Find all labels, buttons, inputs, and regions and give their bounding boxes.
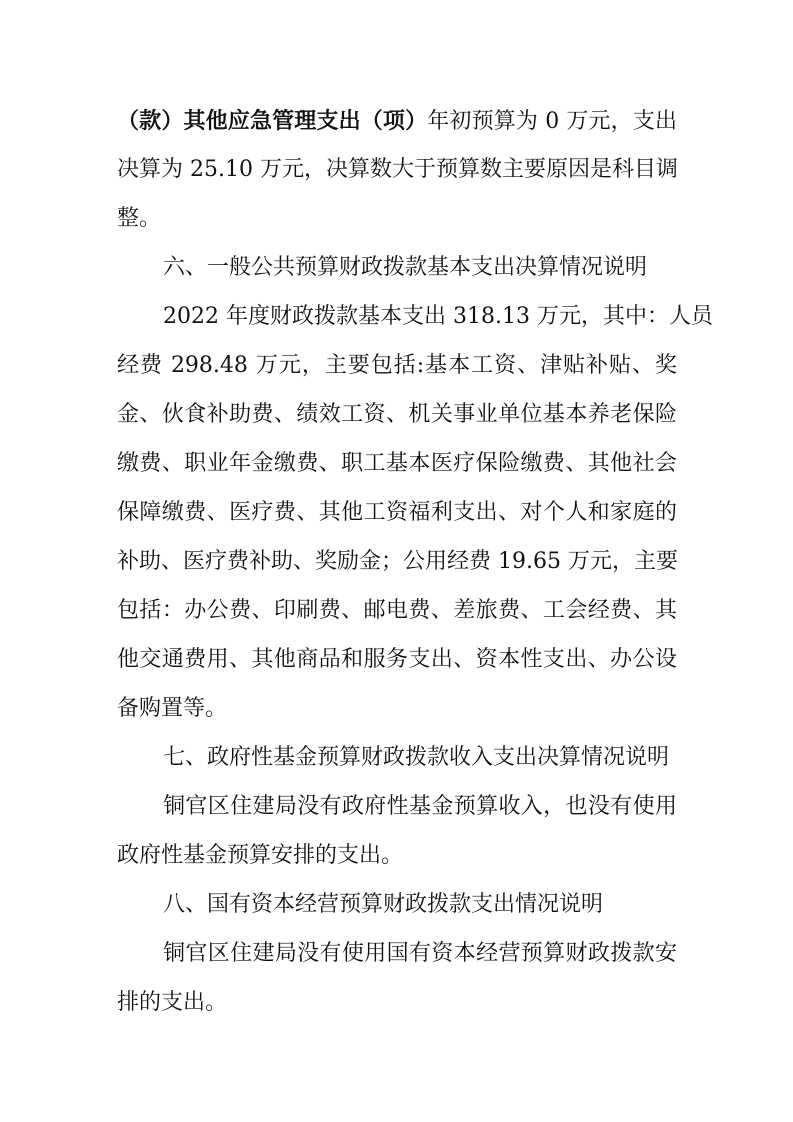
text-segment: 整。 xyxy=(117,206,162,231)
text-segment: 年初预算为 0 万元，支出 xyxy=(427,109,677,134)
text-line xyxy=(117,155,677,185)
text-segment: 铜官区住建局没有使用国有资本经营预算财政拨款安 xyxy=(163,941,677,966)
text-line xyxy=(117,449,677,479)
text-segment: 缴费、职业年金缴费、职工基本医疗保险缴费、其他社会 xyxy=(117,451,677,476)
text-line xyxy=(117,400,677,430)
text-line xyxy=(117,106,677,137)
section-heading xyxy=(163,743,793,773)
text-line xyxy=(117,645,677,675)
text-segment: 政府性基金预算安排的支出。 xyxy=(117,843,404,868)
section-heading xyxy=(163,890,793,920)
text-segment: 备购置等。 xyxy=(117,696,228,721)
text-line xyxy=(163,939,677,969)
text-segment: （款）其他应急管理支出（项） xyxy=(117,108,428,134)
text-segment: 补助、医疗费补助、奖励金；公用经费 19.65 万元，主要 xyxy=(117,549,678,574)
text-line xyxy=(163,792,677,822)
text-segment: 保障缴费、医疗费、其他工资福利支出、对个人和家庭的 xyxy=(117,500,677,525)
text-segment: 排的支出。 xyxy=(117,990,228,1015)
text-segment: 经费 298.48 万元，主要包括:基本工资、津贴补贴、奖 xyxy=(117,353,677,378)
text-segment: 包括：办公费、印刷费、邮电费、差旅费、工会经费、其 xyxy=(117,598,677,623)
text-line xyxy=(117,204,793,234)
text-line xyxy=(117,351,677,381)
text-segment: 八、国有资本经营预算财政拨款支出情况说明 xyxy=(163,892,604,917)
text-segment: 七、政府性基金预算财政拨款收入支出决算情况说明 xyxy=(163,745,670,770)
text-segment: 六、一般公共预算财政拨款基本支出决算情况说明 xyxy=(163,255,648,280)
text-line xyxy=(117,694,793,724)
text-segment: 2022 年度财政拨款基本支出 318.13 万元，其中：人员 xyxy=(163,304,713,329)
text-line xyxy=(117,841,793,871)
section-heading xyxy=(163,253,793,283)
text-segment: 铜官区住建局没有政府性基金预算收入，也没有使用 xyxy=(163,794,677,819)
text-line xyxy=(117,596,677,626)
text-segment: 他交通费用、其他商品和服务支出、资本性支出、办公设 xyxy=(117,647,677,672)
text-line xyxy=(117,498,677,528)
text-line xyxy=(117,988,793,1018)
text-segment: 金、伙食补助费、绩效工资、机关事业单位基本养老保险 xyxy=(117,402,677,427)
text-line xyxy=(117,547,677,577)
text-line xyxy=(163,302,713,332)
text-segment: 决算为 25.10 万元，决算数大于预算数主要原因是科目调 xyxy=(117,157,678,182)
